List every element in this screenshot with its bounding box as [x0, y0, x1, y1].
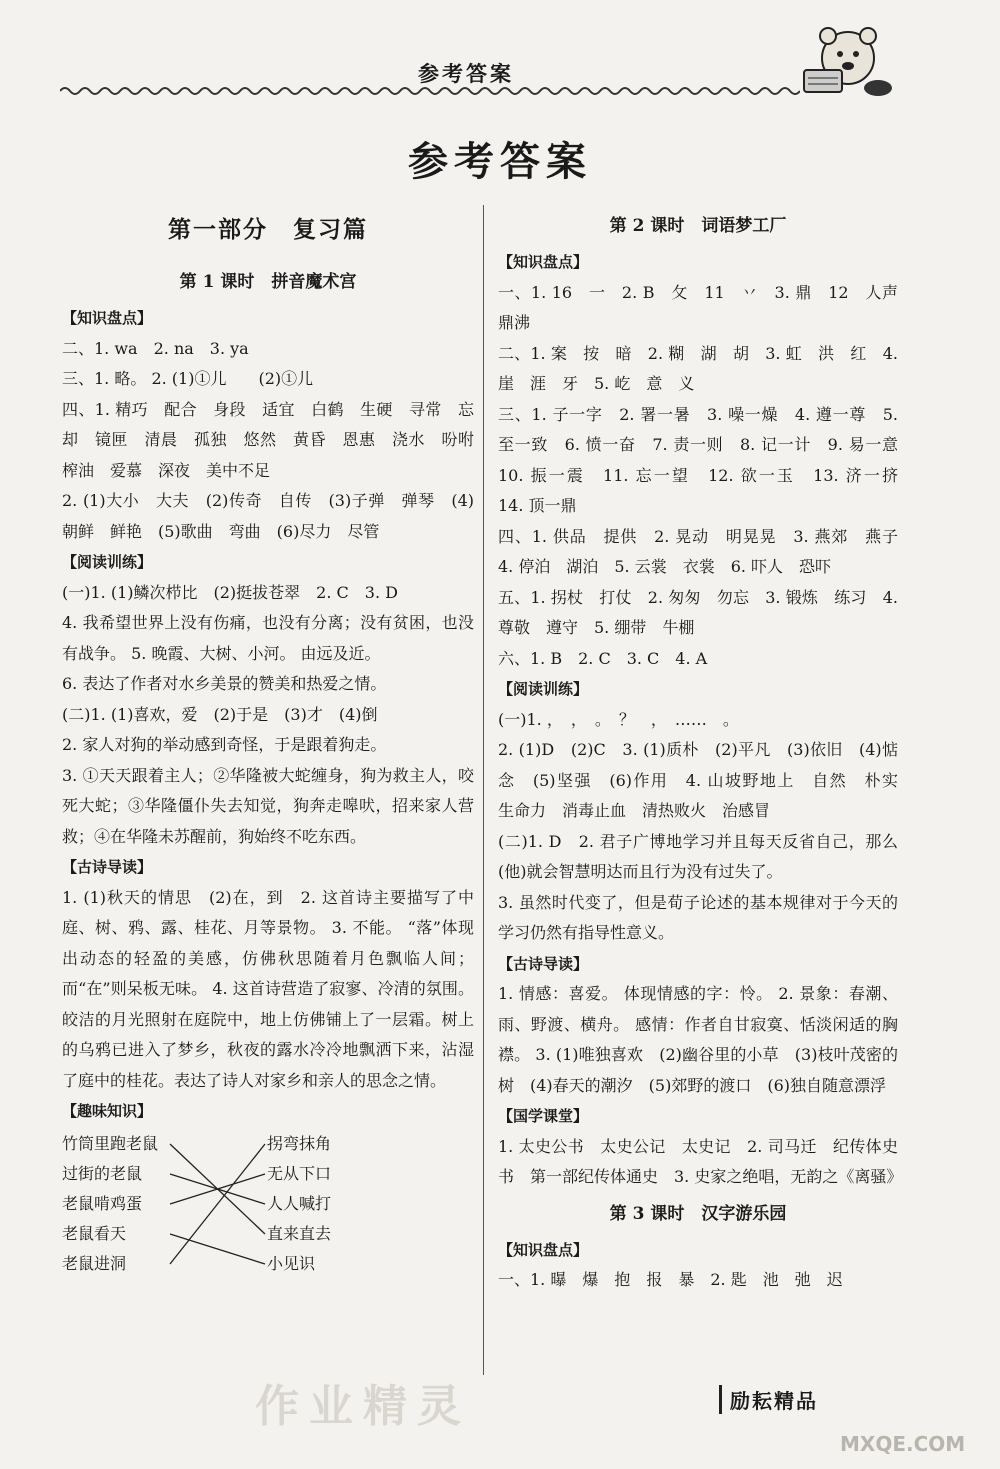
match-left-list [62, 1129, 158, 1279]
footer-brand: 励耘精品 [719, 1385, 818, 1414]
match-right-list [267, 1129, 331, 1279]
bear-mascot-icon [790, 22, 900, 102]
section-heading: 【趣味知识】 [62, 1102, 153, 1120]
match-left-item: 过街的老鼠 [62, 1163, 143, 1183]
lesson3-title: 第 3 课时 汉字游乐园 [609, 1203, 787, 1224]
section-heading: 【古诗导读】 [498, 954, 589, 973]
answer-line: 3. 虽然时代变了，但是荀子论述的基本规律对于今天的学习仍然有指导性意义。 [498, 892, 898, 942]
match-right-item: 人人喊打 [267, 1193, 332, 1213]
answer-line: 五、1. 拐杖 打仗 2. 匆匆 勿忘 3. 锻炼 练习 4. 尊敬 遵守 5. 绷带 牛棚 [498, 587, 898, 637]
matching-exercise [62, 1129, 474, 1279]
match-line [170, 1144, 265, 1264]
section-heading: 【阅读训练】 [62, 553, 153, 571]
section-heading: 【阅读训练】 [498, 680, 589, 698]
answer-line: 1. 太史公书 太史公记 太史记 2. 司马迁 纪传体史书 第一部纪传体通史 3. 史家之绝唱，无韵之《离骚》 [498, 1136, 903, 1186]
section-heading: 【古诗导读】 [62, 858, 153, 876]
answer-line: 1. 情感：喜爱。 体现情感的字：怜。 2. 景象：春潮、雨、野渡、横舟。 感情：作者自甘寂寞、恬淡闲适的胸襟。 3. (1)唯独喜欢 (2)幽谷里的小草 (3)枝叶茂密的树 (4)春天的潮汐 (5)郊野的渡口 (6)独自随意漂浮 [498, 984, 898, 1095]
answer-line: (二)1. D 2. 君子广博地学习并且每天反省自己，那么(他)就会智慧明达而且行为没有过失了。 [498, 831, 898, 881]
page-title: 参考答案 [408, 138, 592, 185]
match-left-item: 竹筒里跑老鼠 [62, 1133, 159, 1153]
answer-line: (二)1. (1)喜欢，爱 (2)于是 (3)才 (4)倒 [62, 704, 378, 724]
answer-line: 3. ①天天跟着主人；②华隆被大蛇缠身，狗为救主人，咬死大蛇；③华隆僵仆失去知觉，狗奔走嗥吠，招来家人营救；④在华隆未苏醒前，狗始终不吃东西。 [62, 765, 474, 846]
answer-line: 四、1. 精巧 配合 身段 适宜 白鹤 生硬 寻常 忘却 镜匣 清晨 孤独 悠然 黄昏 恩惠 浇水 吩咐 榨油 爱慕 深夜 美中不足 [62, 399, 491, 480]
section-heading: 【知识盘点】 [498, 253, 589, 271]
header-wave-divider [60, 84, 800, 98]
match-right-item: 拐弯抹角 [267, 1133, 332, 1153]
answer-line: 2. (1)大小 大夫 (2)传奇 自传 (3)子弹 弹琴 (4)朝鲜 鲜艳 (5)歌曲 弯曲 (6)尽力 尽管 [62, 491, 474, 541]
lesson2-title: 第 2 课时 词语梦工厂 [609, 216, 787, 236]
match-left-item: 老鼠看天 [62, 1223, 127, 1243]
lesson1-title: 第 1 课时 拼音魔术宫 [179, 272, 357, 292]
answer-line: 三、1. 略。 2. (1)①儿 (2)①儿 [62, 369, 314, 388]
right-column [498, 205, 915, 1296]
match-right-item: 直来直去 [267, 1223, 332, 1243]
answer-line: 六、1. B 2. C 3. C 4. A [498, 648, 708, 668]
answer-line: 1. (1)秋天的情思 (2)在，到 2. 这首诗主要描写了中庭、树、鸦、露、桂花、月等景物。 3. 不能。 “落”体现出动态的轻盈的美感，仿佛秋思随着月色飘临人间；而“在”则呆板无味。 4. 这首诗营造了寂寥、冷清的氛围。皎洁的月光照射在庭院中，地上仿佛铺上了一层霜。树上的乌鸦已进入了梦乡，秋夜的露水冷冷地飘洒下来，沾湿了庭中的桂花。表达了诗人对家乡和亲人的思念之情。 [62, 887, 474, 1090]
answer-line: 一、1. 16 一 2. B 攵 11 丷 3. 鼎 12 人声鼎沸 [498, 282, 898, 332]
answer-line: 一、1. 曝 爆 抱 报 暴 2. 匙 池 弛 迟 [498, 1270, 843, 1289]
match-right-item: 小见识 [267, 1253, 316, 1273]
answer-line: (一)1. ， ， 。 ？ ， …… 。 [498, 709, 739, 729]
left-column [62, 205, 491, 1279]
section-heading: 【知识盘点】 [62, 309, 153, 327]
match-left-item: 老鼠进洞 [62, 1253, 127, 1273]
answer-line: 四、1. 供品 提供 2. 晃动 明晃晃 3. 燕郊 燕子 4. 停泊 湖泊 5. 云裳 衣裳 6. 吓人 恐吓 [498, 526, 915, 576]
header-title: 参考答案 [418, 61, 514, 86]
watermark-site: MXQE.COM [840, 1432, 966, 1456]
answer-line: 2. (1)D (2)C 3. (1)质朴 (2)平凡 (3)依旧 (4)惦念 (5)坚强 (6)作用 4. 山坡野地上 自然 朴实 生命力 消毒止血 清热败火 治感冒 [498, 740, 915, 820]
answer-line: 二、1. 案 按 暗 2. 糊 湖 胡 3. 虹 洪 红 4. 崖 涯 牙 5. 屹 意 义 [498, 343, 898, 393]
part-title: 第一部分 复习篇 [168, 216, 368, 243]
match-left-item: 老鼠啃鸡蛋 [62, 1193, 143, 1213]
answer-line: 二、1. wa 2. na 3. ya [62, 338, 249, 358]
match-right-item: 无从下口 [267, 1163, 332, 1183]
match-line [170, 1234, 265, 1264]
section-heading: 【知识盘点】 [498, 1240, 589, 1259]
column-divider [483, 205, 484, 1375]
answer-line: (一)1. (1)鳞次栉比 (2)挺拔苍翠 2. C 3. D [62, 582, 398, 602]
answer-line: 2. 家人对狗的举动感到奇怪，于是跟着狗走。 [62, 735, 387, 754]
answer-line: 4. 我希望世界上没有伤痛，也没有分离；没有贫困，也没有战争。 5. 晚霞、大树、小河。 由远及近。 [62, 613, 474, 663]
answer-line: 6. 表达了作者对水乡美景的赞美和热爱之情。 [62, 674, 387, 693]
section-heading: 【国学课堂】 [498, 1107, 589, 1125]
answer-line: 三、1. 子一字 2. 署一暑 3. 噪一燥 4. 遵一尊 5. 至一致 6. 愤一奋 7. 责一则 8. 记一计 9. 易一意 10. 振一震 11. 忘一望 12. 欲一玉 13. 济一挤 14. 顶一鼎 [498, 404, 915, 515]
watermark: 作业精灵 [255, 1381, 471, 1432]
